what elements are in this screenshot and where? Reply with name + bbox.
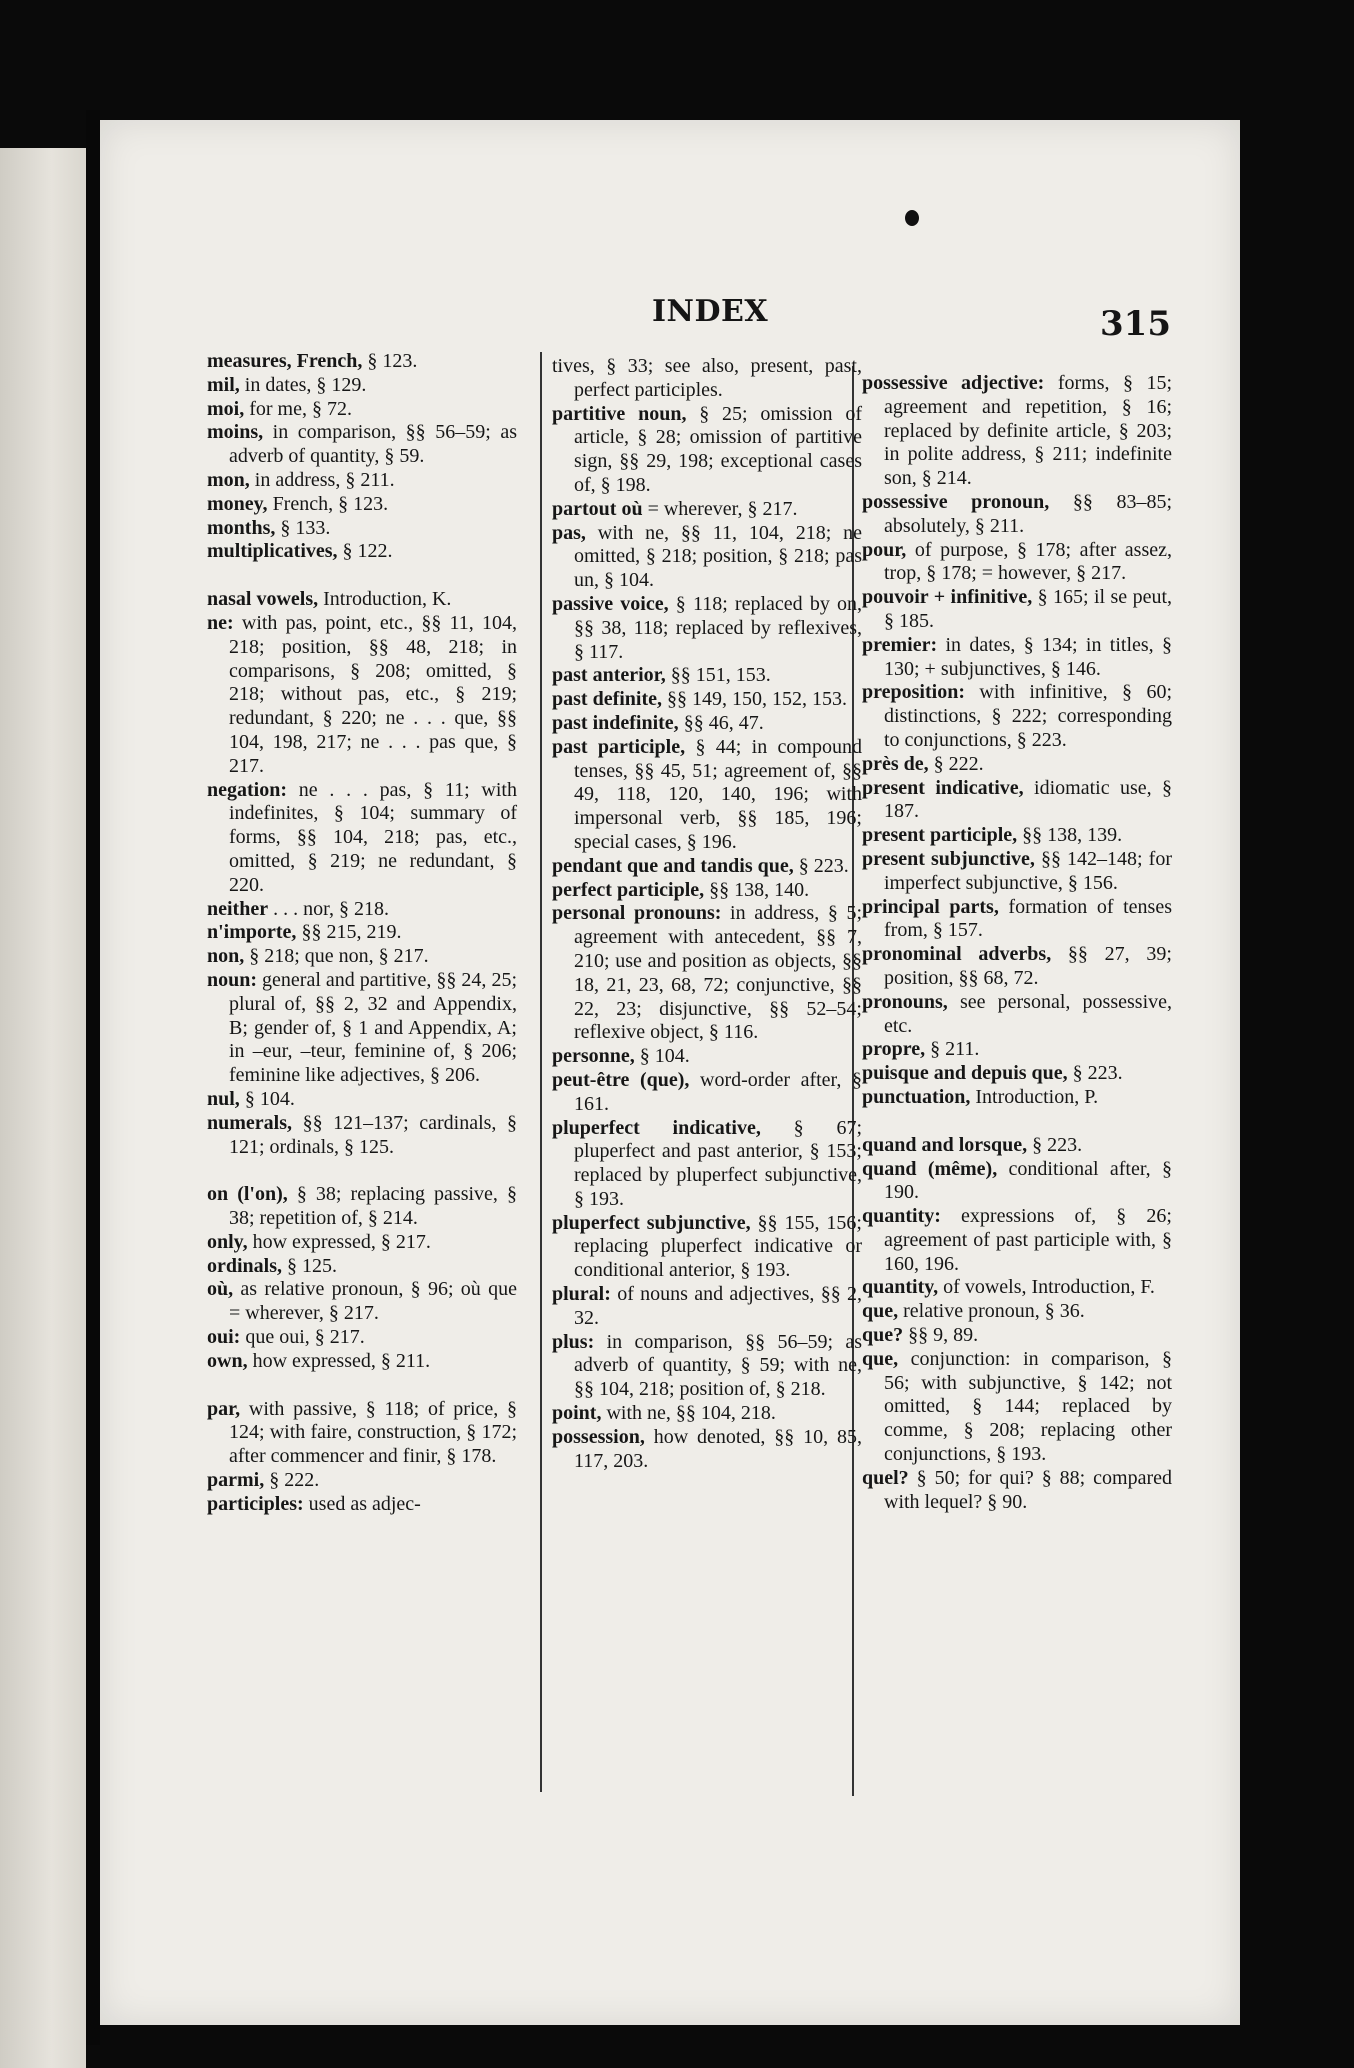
index-references: §§ 149, 150, 152, 153.	[662, 688, 847, 711]
index-entry	[207, 1255, 517, 1279]
index-entry	[862, 1134, 1172, 1158]
index-entry	[207, 517, 517, 541]
index-references: with ne, §§ 11, 104, 218; ne omitted, § 218; position, § 218; pas un, § 104.	[574, 521, 862, 592]
index-entry	[552, 855, 862, 879]
index-entry	[862, 1086, 1172, 1110]
index-entry	[552, 403, 862, 498]
index-headword: possession,	[552, 1425, 645, 1448]
index-headword: près de,	[862, 752, 929, 775]
index-headword: point,	[552, 1402, 602, 1425]
index-headword: pendant que and tandis que,	[552, 854, 794, 877]
index-entry	[552, 712, 862, 736]
index-references: with pas, point, etc., §§ 11, 104, 218; position, §§ 48, 218; in comparisons, § 208; omitted, § 218; without pas, etc., § 219; redundant, § 220; ne . . . que, §§ 104, 198, 217; ne . . . pas que, § 217.	[229, 611, 517, 777]
index-headword: noun:	[207, 968, 258, 991]
index-entry	[552, 593, 862, 664]
index-references: § 44; in compound tenses, §§ 45, 51; agreement of, §§ 49, 118, 120, 140, 196; with impersonal verb, §§ 185, 196; special cases, § 196.	[574, 735, 862, 853]
index-references: § 104.	[634, 1045, 690, 1068]
index-entry	[552, 498, 862, 522]
index-entry	[552, 1402, 862, 1426]
index-references: Introduction, K.	[318, 588, 452, 611]
index-entry	[862, 1276, 1172, 1300]
index-references: §§ 215, 219.	[296, 921, 402, 944]
index-references: § 38; replacing passive, § 38; repetition of, § 214.	[229, 1183, 517, 1230]
index-references: with infinitive, § 60; distinctions, § 222; corresponding to conjunctions, § 223.	[884, 681, 1172, 751]
index-column-2	[552, 355, 862, 1473]
index-references: § 123.	[362, 350, 418, 372]
index-references: § 118; replaced by on, §§ 38, 118; replaced by reflexives, § 117.	[574, 592, 862, 663]
index-headword: mil,	[207, 373, 240, 396]
index-headword: parmi,	[207, 1469, 265, 1492]
index-headword: present subjunctive,	[862, 847, 1035, 870]
index-references: tives, § 33; see also, present, past, perfect participles.	[552, 355, 862, 401]
index-references: conditional after, § 190.	[884, 1157, 1173, 1204]
index-entry	[862, 1467, 1172, 1515]
index-entry	[207, 898, 517, 922]
index-entry	[862, 1324, 1172, 1348]
index-entry	[207, 1493, 517, 1517]
index-references: how expressed, § 211.	[247, 1349, 431, 1372]
index-headword: où,	[207, 1278, 234, 1301]
index-headword: nul,	[207, 1087, 240, 1110]
previous-page-edge	[0, 148, 86, 2068]
index-entry	[207, 779, 517, 898]
index-headword: numerals,	[207, 1111, 292, 1134]
index-headword: punctuation,	[862, 1085, 971, 1108]
running-head: INDEX	[652, 294, 769, 329]
index-references: §§ 9, 89.	[903, 1324, 979, 1347]
index-references: as relative pronoun, § 96; où que = wherever, § 217.	[229, 1278, 517, 1325]
index-entry	[862, 681, 1172, 752]
index-entry	[207, 1278, 517, 1326]
index-entry	[862, 824, 1172, 848]
index-entry	[207, 1398, 517, 1469]
index-headword: own,	[207, 1349, 248, 1372]
index-headword: on (l'on),	[207, 1183, 288, 1206]
index-entry	[552, 1117, 862, 1212]
index-headword: perfect participle,	[552, 878, 705, 901]
index-headword: measures, French,	[207, 350, 363, 372]
index-headword: quel?	[862, 1466, 909, 1489]
index-headword: preposition:	[862, 681, 965, 704]
index-headword: que?	[862, 1324, 904, 1347]
index-headword: present indicative,	[862, 776, 1024, 799]
index-references: § 223.	[793, 854, 849, 877]
index-headword: plus:	[552, 1330, 595, 1353]
index-entry	[862, 1348, 1172, 1467]
index-references: §§ 27, 39; position, §§ 68, 72.	[884, 943, 1172, 989]
index-references: §§ 138, 139.	[1017, 824, 1123, 847]
index-references: §§ 83–85; absolutely, § 211.	[884, 490, 1172, 537]
index-headword: personne,	[552, 1045, 635, 1068]
index-headword: personal pronouns:	[552, 902, 722, 925]
index-references: que oui, § 217.	[240, 1326, 365, 1349]
index-references: ne . . . pas, § 11; with indefinites, § 104; summary of forms, §§ 104, 218; pas, etc., omitted, § 219; ne redundant, § 220.	[229, 778, 517, 896]
index-entry	[862, 1158, 1172, 1206]
index-references: relative pronoun, § 36.	[898, 1300, 1085, 1323]
index-entry	[862, 1300, 1172, 1324]
index-references: used as adjec-	[303, 1492, 421, 1515]
index-entry	[862, 848, 1172, 896]
index-references: § 223.	[1027, 1133, 1083, 1156]
index-headword: propre,	[862, 1038, 926, 1061]
index-entry	[862, 777, 1172, 825]
index-headword: participles:	[207, 1492, 304, 1515]
index-headword: past indefinite,	[552, 711, 679, 734]
index-entry	[862, 991, 1172, 1039]
index-entry	[552, 522, 862, 593]
index-references: §§ 142–148; for imperfect subjunctive, § 156.	[884, 847, 1172, 894]
index-entry	[207, 1469, 517, 1493]
index-headword: quantity,	[862, 1276, 939, 1299]
index-references: in comparison, §§ 56–59; as adverb of quantity, § 59.	[229, 421, 517, 468]
index-entry	[207, 588, 517, 612]
index-headword: non,	[207, 945, 245, 968]
index-references: §§ 121–137; cardinals, § 121; ordinals, § 125.	[229, 1111, 517, 1158]
index-references: expressions of, § 26; agreement of past participle with, § 160, 196.	[884, 1205, 1172, 1275]
page-binding-shadow	[86, 110, 100, 2045]
index-entry	[862, 634, 1172, 682]
index-headword: moi,	[207, 397, 245, 420]
index-entry	[207, 945, 517, 969]
index-entry	[207, 540, 517, 564]
index-references: . . . nor, § 218.	[268, 897, 389, 920]
index-entry	[207, 1088, 517, 1112]
index-references: § 218; que non, § 217.	[244, 945, 429, 968]
index-entry	[552, 1331, 862, 1402]
index-entry	[207, 493, 517, 517]
index-entry	[552, 664, 862, 688]
index-entry	[862, 539, 1172, 587]
index-headword: money,	[207, 492, 268, 515]
index-headword: past participle,	[552, 735, 686, 758]
index-entry	[207, 1326, 517, 1350]
index-references: § 165; il se peut, § 185.	[884, 586, 1172, 632]
index-references: § 104.	[239, 1087, 295, 1110]
index-headword: oui:	[207, 1326, 241, 1349]
index-entry	[552, 1045, 862, 1069]
index-headword: past definite,	[552, 688, 662, 711]
index-entry	[552, 879, 862, 903]
index-entry	[207, 1112, 517, 1160]
index-headword: puisque and depuis que,	[862, 1062, 1068, 1085]
index-entry	[862, 1205, 1172, 1276]
index-references: with ne, §§ 104, 218.	[601, 1402, 776, 1425]
ink-spot	[905, 210, 919, 226]
index-references: § 222.	[928, 752, 984, 775]
index-entry	[207, 969, 517, 1088]
index-entry	[207, 1183, 517, 1231]
index-entry	[862, 491, 1172, 539]
index-headword: moins,	[207, 421, 264, 444]
index-headword: negation:	[207, 778, 287, 801]
index-references: for me, § 72.	[244, 397, 352, 420]
index-headword: present participle,	[862, 824, 1018, 847]
index-headword: pour,	[862, 538, 907, 561]
index-entry	[552, 1283, 862, 1331]
index-references: French, § 123.	[267, 492, 389, 515]
index-references: in address, § 211.	[249, 468, 395, 491]
index-references: § 133.	[275, 516, 331, 539]
index-references: how expressed, § 217.	[247, 1230, 431, 1253]
index-headword: pouvoir + infinitive,	[862, 586, 1033, 609]
index-entry	[207, 1350, 517, 1374]
index-references: §§ 151, 153.	[665, 664, 771, 687]
index-entry	[862, 896, 1172, 944]
index-headword: plural:	[552, 1283, 611, 1306]
index-references: word-order after, § 161.	[574, 1068, 862, 1115]
index-entry	[207, 374, 517, 398]
index-headword: ordinals,	[207, 1254, 283, 1277]
index-entry	[862, 943, 1172, 991]
index-references: §§ 155, 156; replacing pluperfect indicative or conditional anterior, § 193.	[574, 1211, 862, 1282]
index-headword: peut-être (que),	[552, 1068, 690, 1091]
index-entry	[207, 398, 517, 422]
index-entry	[862, 372, 1172, 491]
index-headword: quand and lorsque,	[862, 1133, 1028, 1156]
index-headword: multiplicatives,	[207, 540, 338, 563]
index-references: idiomatic use, § 187.	[884, 776, 1172, 823]
column-rule	[540, 352, 542, 1792]
index-headword: pas,	[552, 521, 586, 544]
index-references: see personal, possessive, etc.	[884, 990, 1172, 1037]
index-headword: pluperfect subjunctive,	[552, 1211, 751, 1234]
index-entry	[862, 1038, 1172, 1062]
index-references: = wherever, § 217.	[642, 497, 798, 520]
index-headword: neither	[207, 897, 269, 920]
index-references: in dates, § 134; in titles, § 130; + subjunctives, § 146.	[884, 633, 1172, 680]
index-headword: ne:	[207, 611, 234, 634]
index-headword: pronouns,	[862, 990, 948, 1013]
index-headword: que,	[862, 1347, 899, 1370]
index-headword: only,	[207, 1230, 248, 1253]
index-headword: pronominal adverbs,	[862, 943, 1052, 966]
index-references: §§ 138, 140.	[704, 878, 810, 901]
index-references: how denoted, §§ 10, 85, 117, 203.	[574, 1425, 862, 1472]
index-entry	[207, 1231, 517, 1255]
index-headword: nasal vowels,	[207, 588, 319, 611]
index-headword: mon,	[207, 468, 250, 491]
index-entry	[552, 1069, 862, 1117]
page-number: 315	[1100, 304, 1171, 344]
index-references: with passive, § 118; of price, § 124; with faire, construction, § 172; after commencer and finir, § 178.	[229, 1397, 517, 1468]
index-references: in address, § 5; agreement with antecedent, §§ 7, 210; use and position as objects, §§ 18, 21, 23, 68, 72; conjunctive, §§ 22, 23; disjunctive, §§ 52–54; reflexive object, § 116.	[574, 902, 863, 1044]
index-references: § 223.	[1067, 1062, 1123, 1085]
index-headword: months,	[207, 516, 276, 539]
index-headword: principal parts,	[862, 895, 999, 918]
index-references: § 211.	[925, 1038, 980, 1061]
index-headword: past anterior,	[552, 664, 666, 687]
index-references: in dates, § 129.	[239, 373, 367, 396]
index-headword: que,	[862, 1300, 899, 1323]
index-entry	[552, 736, 862, 855]
index-entry	[207, 350, 517, 374]
index-references: §§ 46, 47.	[678, 711, 764, 734]
index-entry	[552, 688, 862, 712]
index-entry	[552, 902, 862, 1045]
index-references: of vowels, Introduction, F.	[938, 1276, 1155, 1299]
index-references: § 50; for qui? § 88; compared with lequel? § 90.	[884, 1466, 1172, 1513]
index-entry	[207, 921, 517, 945]
index-entry	[552, 1426, 862, 1474]
index-entry	[207, 612, 517, 779]
index-references: § 125.	[282, 1254, 338, 1277]
index-references: general and partitive, §§ 24, 25; plural of, §§ 2, 32 and Appendix, B; gender of, § 1 and Appendix, A; in –eur, –teur, feminine of, § 206; feminine like adjectives, § 206.	[229, 968, 517, 1087]
index-references: § 122.	[337, 540, 393, 563]
index-entry	[207, 469, 517, 493]
index-headword: possessive pronoun,	[862, 490, 1050, 513]
index-entry	[862, 1062, 1172, 1086]
index-references: of purpose, § 178; after assez, trop, § 178; = however, § 217.	[884, 538, 1172, 585]
index-references: conjunction: in comparison, § 56; with subjunctive, § 142; not omitted, § 144; replaced by comme, § 208; replacing other conjunctions, § 193.	[884, 1347, 1172, 1466]
index-references: Introduction, P.	[970, 1085, 1099, 1108]
index-headword: par,	[207, 1397, 241, 1420]
index-entry	[207, 421, 517, 469]
index-references: formation of tenses from, § 157.	[884, 895, 1172, 942]
index-headword: passive voice,	[552, 592, 669, 615]
index-entry	[862, 586, 1172, 634]
index-headword: premier:	[862, 633, 938, 656]
index-references: of nouns and adjectives, §§ 2, 32.	[574, 1283, 862, 1329]
index-references: § 67; pluperfect and past anterior, § 153; replaced by pluperfect subjunctive, § 193.	[574, 1116, 862, 1210]
index-headword: partout où	[552, 497, 643, 520]
index-entry	[862, 753, 1172, 777]
index-references: forms, § 15; agreement and repetition, § 16; replaced by definite article, § 203; in polite address, § 211; indefinite son, § 214.	[884, 372, 1173, 490]
index-entry	[552, 1212, 862, 1283]
index-headword: possessive adjective:	[862, 372, 1045, 394]
index-headword: quand (même),	[862, 1157, 998, 1180]
index-headword: pluperfect indicative,	[552, 1116, 761, 1139]
index-references: § 25; omission of article, § 28; omission of partitive sign, §§ 29, 198; exceptional cases of, § 198.	[574, 402, 862, 496]
index-entry	[552, 355, 862, 403]
index-references: § 222.	[264, 1469, 320, 1492]
index-column-3	[862, 372, 1172, 1514]
index-headword: n'importe,	[207, 921, 297, 944]
index-column-1	[207, 350, 517, 1517]
index-headword: quantity:	[862, 1205, 941, 1228]
index-references: in comparison, §§ 56–59; as adverb of quantity, § 59; with ne, §§ 104, 218; position of, § 218.	[574, 1330, 862, 1401]
index-headword: partitive noun,	[552, 402, 687, 425]
